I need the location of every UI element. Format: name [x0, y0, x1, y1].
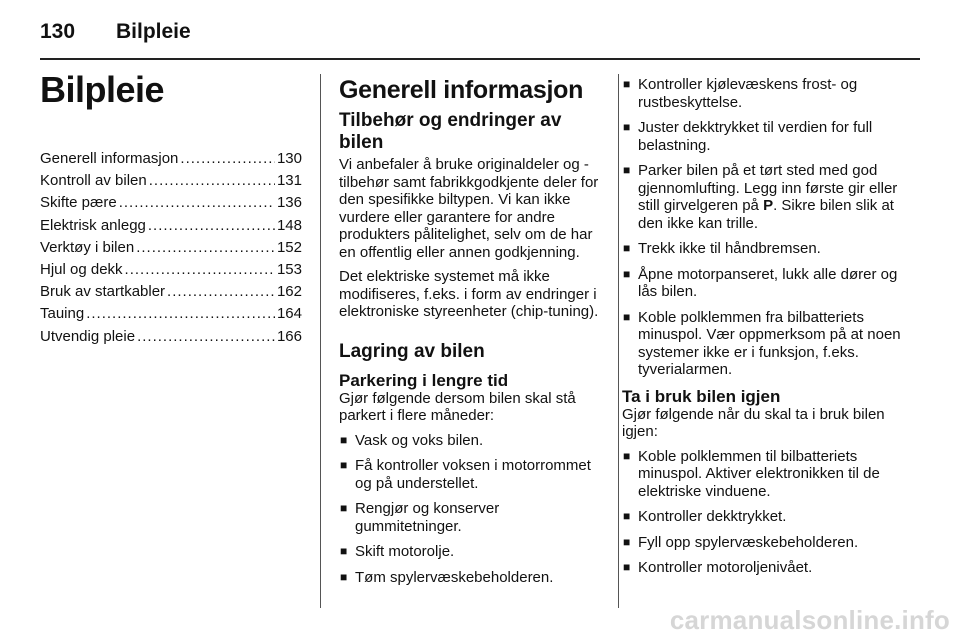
subsection-title-recommission: Ta i bruk bilen igjen	[622, 386, 781, 406]
list-item: ■ Rengjør og konserver gummitetninger.	[339, 500, 603, 535]
column-divider-right	[618, 74, 619, 608]
content-column-middle	[339, 76, 603, 594]
toc-entry[interactable]: Generell informasjon ..... 130	[40, 150, 302, 167]
subsection-title-parking: Parkering i lengre tid	[339, 370, 509, 390]
paragraph-accessories: Vi anbefaler å bruke originaldeler og -tilbehør samt fabrikkgodkjente deler for den spesifikke biltypen. Vi kan ikke vurdere eller garantere for andre produkters pålitelighet, selv om de har en offentlig eller annen godkjenning.	[339, 156, 599, 261]
toc-entry[interactable]: Kontroll av bilen ..... 131	[40, 172, 302, 189]
toc-entry[interactable]: Utvendig pleie ..... 166	[40, 328, 302, 345]
list-item: ■ Kontroller kjølevæskens frost- og rustbeskyttelse.	[622, 76, 902, 111]
list-item: ■ Skift motorolje.	[339, 543, 603, 561]
watermark: carmanualsonline.info	[669, 605, 950, 635]
list-item: ■ Fyll opp spylervæskebeholderen.	[622, 534, 902, 552]
storage-list-continued	[622, 76, 902, 379]
toc-column	[40, 68, 302, 350]
toc-entry[interactable]: Skifte pære ..... 136	[40, 194, 302, 211]
list-item: ■ Vask og voks bilen.	[339, 432, 603, 450]
gear-position-p: P	[763, 197, 774, 214]
toc-entry[interactable]: Tauing ..... 164	[40, 305, 302, 322]
toc-entry[interactable]: Hjul og dekk ..... 153	[40, 261, 302, 278]
list-item: ■ Koble polklemmen fra bilbatteriets minuspol. Vær oppmerksom på at noen systemer ikke er i funksjon, f.eks. tyverialarmen.	[622, 309, 902, 379]
list-item: ■ Trekk ikke til håndbremsen.	[622, 240, 902, 258]
page-header	[40, 14, 920, 54]
section-title-general: Generell informasjon	[339, 76, 584, 104]
list-item: ■ Juster dekktrykket til verdien for full belastning.	[622, 119, 902, 154]
list-item: ■ Få kontroller voksen i motorrommet og på understellet.	[339, 457, 603, 492]
column-divider-left	[320, 74, 321, 608]
chapter-title: Bilpleie	[40, 69, 165, 110]
list-item: ■ Åpne motorpanseret, lukk alle dører og lås bilen.	[622, 266, 902, 301]
paragraph-electrical: Det elektriske systemet må ikke modifiseres, f.eks. i form av endringer i elektroniske styreenheter (chip-tuning).	[339, 268, 599, 320]
content-column-right	[622, 76, 902, 585]
paragraph-recommission-intro: Gjør følgende når du skal ta i bruk bilen igjen:	[622, 405, 885, 440]
list-item: ■ Parker bilen på et tørt sted med god gjennomlufting. Legg inn første gir eller still girvelgeren på P. Sikre bilen slik at den ikke kan trille.	[622, 162, 902, 232]
table-of-contents	[40, 150, 302, 345]
toc-entry[interactable]: Elektrisk anlegg ..... 148	[40, 217, 302, 234]
running-header-title: Bilpleie	[116, 20, 191, 43]
list-item: ■ Kontroller motoroljenivået.	[622, 559, 902, 577]
toc-entry[interactable]: Verktøy i bilen ..... 152	[40, 239, 302, 256]
paragraph-parking-intro: Gjør følgende dersom bilen skal stå parkert i flere måneder:	[339, 389, 576, 424]
toc-entry[interactable]: Bruk av startkabler ..... 162	[40, 283, 302, 300]
page-number: 130	[40, 20, 76, 43]
storage-list	[339, 432, 603, 587]
recommission-list	[622, 448, 902, 577]
list-item: ■ Kontroller dekktrykket.	[622, 508, 902, 526]
section-title-storage: Lagring av bilen	[339, 340, 485, 362]
subsection-title-accessories: Tilbehør og endringer av bilen	[339, 110, 562, 153]
header-rule	[40, 58, 920, 60]
list-item: ■ Koble polklemmen til bilbatteriets minuspol. Aktiver elektronikken til de elektriske vinduene.	[622, 448, 902, 501]
list-item: ■ Tøm spylervæskebeholderen.	[339, 569, 603, 587]
